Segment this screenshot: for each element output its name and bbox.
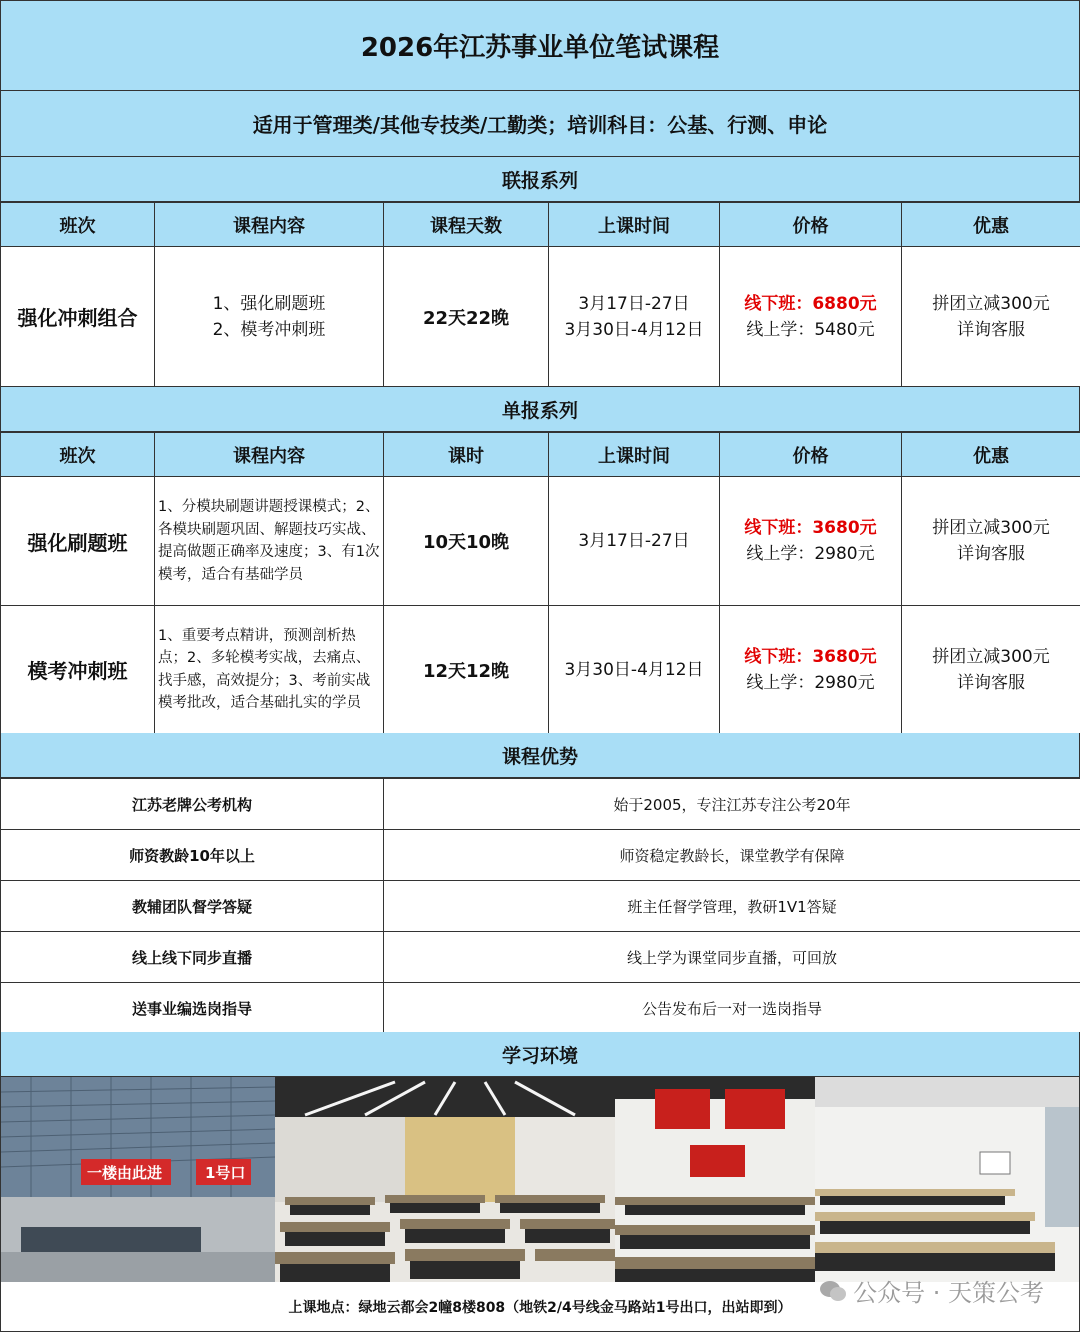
gate-sign: 1号口 (205, 1164, 246, 1182)
joint-header-row (1, 203, 1080, 247)
address-bar: 上课地点：绿地云都会2幢8楼808（地铁2/4号线金马路站1号出口，出站即到） (0, 1282, 1080, 1332)
discount-line: 详询客服 (957, 319, 1025, 340)
table-row (1, 932, 1080, 983)
table-row (1, 606, 1080, 734)
price-offline: 线下班：6880元 (744, 293, 877, 314)
section-advantages-title: 课程优势 (0, 733, 1080, 778)
watermark-text: 公众号 · 天策公考 (853, 1279, 1044, 1307)
price-cell (720, 247, 902, 387)
time-line: 3月17日-27日 (578, 293, 690, 314)
classroom-illustration (815, 1077, 1079, 1282)
course-content: 1、重要考点精讲，预测剖析热点；2、多轮模考实战，去痛点、找手感，高效提分；3、考前实战模考批改，适合基础扎实的学员 (155, 606, 384, 734)
header-content: 课程内容 (155, 203, 384, 247)
header-time: 上课时间 (549, 433, 720, 477)
watermark (819, 1273, 1044, 1308)
class-name: 模考冲刺班 (1, 606, 155, 734)
classroom-photo (815, 1077, 1079, 1282)
header-content: 课程内容 (155, 433, 384, 477)
class-time: 3月17日-27日 (549, 477, 720, 606)
table-row (1, 983, 1080, 1034)
price-online: 线上学：2980元 (746, 672, 875, 693)
discount-cell (902, 247, 1080, 387)
header-days: 课程天数 (384, 203, 549, 247)
class-name: 强化刷题班 (1, 477, 155, 606)
section-environment-title: 学习环境 (0, 1032, 1080, 1077)
single-table (0, 432, 1080, 734)
header-price: 价格 (720, 433, 902, 477)
classroom-illustration (615, 1077, 815, 1282)
header-price: 价格 (720, 203, 902, 247)
price-offline: 线下班：3680元 (744, 518, 877, 538)
price-offline: 线下班：3680元 (744, 646, 877, 667)
advantage-value: 线上学为课堂同步直播，可回放 (384, 932, 1080, 983)
course-days: 22天22晚 (384, 247, 549, 387)
wechat-icon (819, 1279, 847, 1303)
price-cell (720, 477, 902, 606)
price-cell (720, 606, 902, 734)
advantage-key: 送事业编选岗指导 (1, 983, 384, 1034)
discount-cell (902, 477, 1080, 606)
discount-line: 详询客服 (957, 544, 1025, 564)
table-row (1, 247, 1080, 387)
single-header-row (1, 433, 1080, 477)
course-content (155, 247, 384, 387)
entrance-sign: 一楼由此进 (87, 1164, 163, 1182)
price-online: 线上学：5480元 (746, 319, 875, 340)
header-time: 上课时间 (549, 203, 720, 247)
classroom-photo (275, 1077, 615, 1282)
advantages-table (0, 778, 1080, 1034)
discount-line: 拼团立减300元 (932, 293, 1050, 314)
classroom-illustration (275, 1077, 615, 1282)
building-entrance-photo (1, 1077, 275, 1282)
class-name: 强化冲刺组合 (1, 247, 155, 387)
advantage-key: 教辅团队督学答疑 (1, 881, 384, 932)
page-title: 2026年江苏事业单位笔试课程 (0, 0, 1080, 91)
course-content: 1、分模块刷题讲题授课模式；2、各模块刷题巩固、解题技巧实战、提高做题正确率及速度；3、有1次模考，适合有基础学员 (155, 477, 384, 606)
table-row (1, 779, 1080, 830)
price-online: 线上学：2980元 (746, 544, 875, 564)
header-class: 班次 (1, 203, 155, 247)
discount-line: 拼团立减300元 (932, 646, 1050, 667)
content-line: 2、模考冲刺班 (212, 319, 326, 340)
advantage-value: 始于2005，专注江苏专注公考20年 (384, 779, 1080, 830)
advantage-key: 师资教龄10年以上 (1, 830, 384, 881)
advantage-key: 江苏老牌公考机构 (1, 779, 384, 830)
course-days: 10天10晚 (384, 477, 549, 606)
header-discount: 优惠 (902, 433, 1080, 477)
discount-line: 拼团立减300元 (932, 518, 1050, 538)
time-line: 3月30日-4月12日 (564, 319, 704, 340)
table-row (1, 881, 1080, 932)
class-time (549, 247, 720, 387)
environment-photos (0, 1077, 1080, 1282)
section-joint-title: 联报系列 (0, 157, 1080, 202)
advantage-value: 师资稳定教龄长，课堂教学有保障 (384, 830, 1080, 881)
advantage-value: 班主任督学管理，教研1V1答疑 (384, 881, 1080, 932)
classroom-photo (615, 1077, 815, 1282)
course-days: 12天12晚 (384, 606, 549, 734)
content-line: 1、强化刷题班 (212, 293, 326, 314)
joint-table (0, 202, 1080, 387)
page-subtitle: 适用于管理类/其他专技类/工勤类；培训科目：公基、行测、申论 (0, 91, 1080, 157)
discount-cell (902, 606, 1080, 734)
class-time: 3月30日-4月12日 (549, 606, 720, 734)
header-discount: 优惠 (902, 203, 1080, 247)
discount-line: 详询客服 (957, 672, 1025, 693)
header-hours: 课时 (384, 433, 549, 477)
table-row (1, 477, 1080, 606)
section-single-title: 单报系列 (0, 387, 1080, 432)
header-class: 班次 (1, 433, 155, 477)
advantage-key: 线上线下同步直播 (1, 932, 384, 983)
advantage-value: 公告发布后一对一选岗指导 (384, 983, 1080, 1034)
table-row (1, 830, 1080, 881)
